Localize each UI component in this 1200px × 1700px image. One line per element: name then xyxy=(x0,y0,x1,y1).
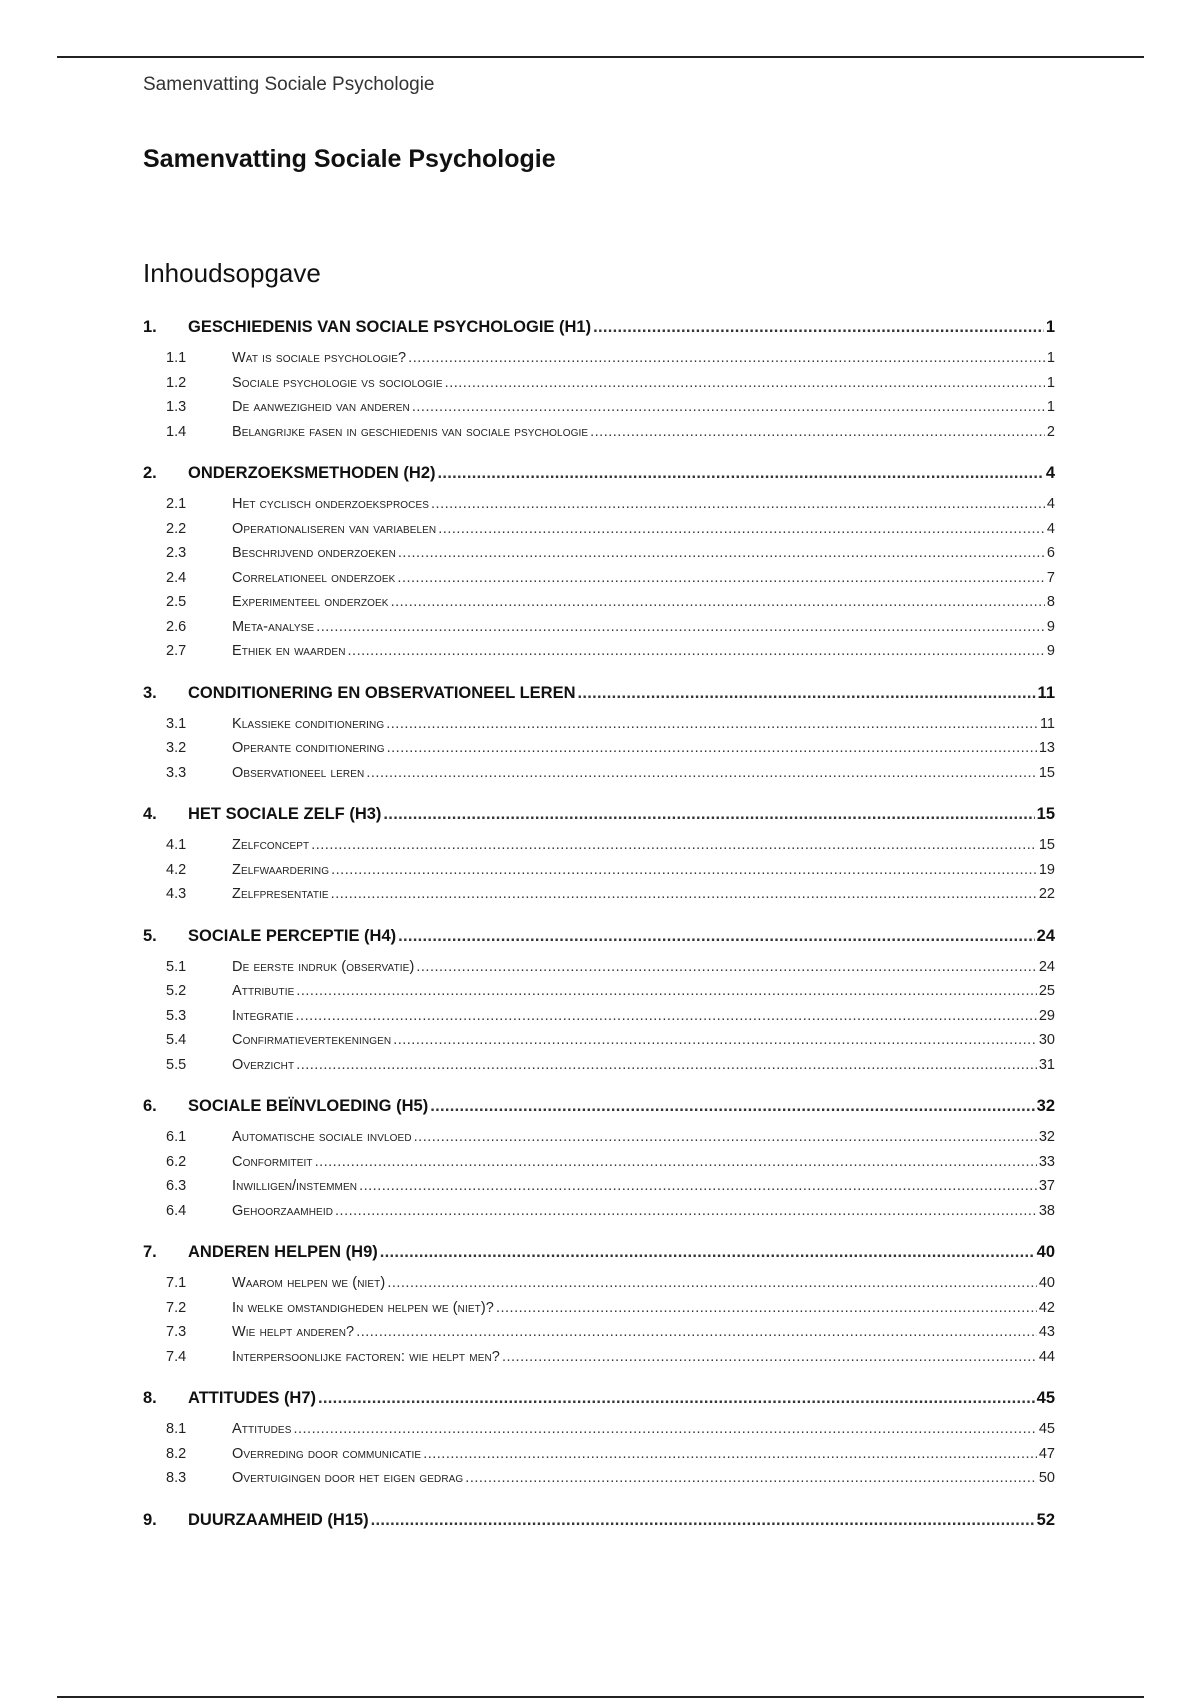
toc-chapter-entry[interactable] xyxy=(143,676,1055,710)
table-of-contents xyxy=(143,300,1055,1537)
toc-section-page: 40 xyxy=(1038,1275,1055,1291)
toc-section-title: Automatische sociale invloed xyxy=(232,1129,412,1145)
toc-section-number: 7.2 xyxy=(166,1299,187,1316)
toc-section-title: Beschrijvend onderzoeken xyxy=(232,545,396,561)
toc-section-entry[interactable] xyxy=(143,371,1055,396)
toc-chapter-page: 52 xyxy=(1036,1510,1055,1529)
toc-section-page: 11 xyxy=(1039,715,1055,732)
toc-dot-leader xyxy=(371,1503,1035,1537)
toc-dot-leader xyxy=(465,1466,1037,1491)
toc-section-page: 25 xyxy=(1038,983,1055,999)
toc-section-entry[interactable] xyxy=(143,517,1055,542)
toc-section-entry[interactable] xyxy=(143,1442,1055,1467)
toc-section-page: 2 xyxy=(1046,423,1055,440)
toc-section-number: 4.1 xyxy=(166,837,187,853)
toc-chapter-page: 40 xyxy=(1036,1243,1055,1261)
toc-section-title: Ethiek en waarden xyxy=(232,643,346,659)
toc-section-entry[interactable] xyxy=(143,541,1055,566)
toc-section-title: Overreding door communicatie xyxy=(232,1445,422,1462)
toc-section-title: Inwilligen/instemmen xyxy=(232,1178,358,1194)
toc-dot-leader xyxy=(315,1150,1037,1175)
toc-section-number: 6.2 xyxy=(166,1153,187,1170)
toc-section-page: 15 xyxy=(1038,837,1055,853)
toc-section-number: 6.4 xyxy=(166,1202,187,1219)
toc-section-title: Integratie xyxy=(232,1007,294,1024)
toc-section-entry[interactable] xyxy=(143,882,1055,907)
toc-dot-leader xyxy=(331,882,1037,907)
toc-section-page: 1 xyxy=(1046,374,1055,391)
toc-section-number: 3.2 xyxy=(166,740,187,756)
toc-dot-leader xyxy=(386,712,1038,737)
toc-section-page: 47 xyxy=(1038,1445,1055,1462)
toc-section-title: Belangrijke fasen in geschiedenis van sociale psychologie xyxy=(232,423,589,440)
toc-section-title: Experimenteel onderzoek xyxy=(232,594,389,610)
toc-heading: Inhoudsopgave xyxy=(143,258,321,288)
toc-section-number: 5.4 xyxy=(166,1032,187,1048)
toc-dot-leader xyxy=(502,1345,1037,1370)
toc-chapter-entry[interactable] xyxy=(143,1381,1055,1415)
toc-section-page: 8 xyxy=(1046,594,1055,610)
toc-dot-leader xyxy=(331,858,1037,883)
toc-chapter-entry[interactable] xyxy=(143,1503,1055,1537)
toc-section-title: Observationeel leren xyxy=(232,764,365,781)
toc-section-page: 45 xyxy=(1038,1421,1055,1437)
toc-dot-leader xyxy=(380,1235,1035,1269)
toc-section-title: Zelfconcept xyxy=(232,837,310,853)
toc-dot-leader xyxy=(414,1125,1037,1150)
toc-chapter-title: HET SOCIALE ZELF (H3) xyxy=(188,805,382,823)
toc-dot-leader xyxy=(335,1199,1037,1224)
toc-chapter-title: ANDEREN HELPEN (H9) xyxy=(188,1243,378,1261)
toc-section-number: 2.4 xyxy=(166,569,187,586)
toc-chapter-number: 3. xyxy=(143,683,157,702)
toc-section-number: 2.3 xyxy=(166,545,187,561)
toc-section-entry[interactable] xyxy=(143,590,1055,615)
toc-section-number: 1.4 xyxy=(166,423,187,440)
toc-chapter xyxy=(143,1503,1055,1537)
toc-section-entry[interactable] xyxy=(143,420,1055,445)
toc-section-page: 42 xyxy=(1038,1299,1055,1316)
toc-section-title: Operationaliseren van variabelen xyxy=(232,520,437,537)
toc-section-number: 7.1 xyxy=(166,1275,187,1291)
toc-dot-leader xyxy=(387,736,1037,761)
toc-section-page: 1 xyxy=(1046,350,1055,366)
toc-chapter-number: 2. xyxy=(143,464,157,482)
footer-rule xyxy=(57,1696,1144,1698)
toc-section-entry[interactable] xyxy=(143,1199,1055,1224)
toc-dot-leader xyxy=(577,676,1035,710)
toc-section-number: 5.5 xyxy=(166,1056,187,1073)
toc-dot-leader xyxy=(408,346,1045,371)
toc-chapter-title: DUURZAAMHEID (H15) xyxy=(188,1510,369,1529)
toc-section-page: 33 xyxy=(1038,1153,1055,1170)
toc-chapter xyxy=(143,1381,1055,1493)
toc-dot-leader xyxy=(296,979,1037,1004)
toc-section-list xyxy=(143,710,1055,788)
toc-section-page: 29 xyxy=(1038,1007,1055,1024)
toc-section-page: 9 xyxy=(1046,643,1055,659)
toc-dot-leader xyxy=(316,615,1045,640)
toc-section-page: 30 xyxy=(1038,1032,1055,1048)
toc-chapter-entry[interactable] xyxy=(143,919,1055,953)
toc-chapter-title: SOCIALE PERCEPTIE (H4) xyxy=(188,926,397,945)
toc-dot-leader xyxy=(311,833,1037,858)
toc-chapter xyxy=(143,676,1055,788)
toc-section-entry[interactable] xyxy=(143,1296,1055,1321)
toc-section-title: Wie helpt anderen? xyxy=(232,1324,355,1340)
toc-section-number: 3.1 xyxy=(166,715,187,732)
toc-dot-leader xyxy=(398,919,1035,953)
toc-section-page: 13 xyxy=(1038,740,1055,756)
toc-section-title: De aanwezigheid van anderen xyxy=(232,399,410,415)
toc-dot-leader xyxy=(383,797,1034,831)
toc-section-title: Zelfwaardering xyxy=(232,861,330,878)
toc-section-number: 7.4 xyxy=(166,1348,187,1365)
toc-section-page: 22 xyxy=(1038,886,1055,902)
running-header: Samenvatting Sociale Psychologie xyxy=(143,74,435,95)
toc-dot-leader xyxy=(412,395,1045,420)
toc-section-list xyxy=(143,1123,1055,1225)
toc-section-page: 1 xyxy=(1046,399,1055,415)
toc-section-page: 15 xyxy=(1038,764,1055,781)
toc-chapter-page: 45 xyxy=(1036,1389,1055,1407)
toc-dot-leader xyxy=(416,955,1036,980)
toc-section-title: Waarom helpen we (niet) xyxy=(232,1275,386,1291)
toc-dot-leader xyxy=(296,1053,1037,1078)
toc-dot-leader xyxy=(438,456,1044,490)
header-rule xyxy=(57,56,1144,58)
toc-section-title: Overzicht xyxy=(232,1056,295,1073)
toc-section-number: 1.3 xyxy=(166,399,187,415)
toc-section-title: Conformiteit xyxy=(232,1153,313,1170)
toc-chapter-entry[interactable] xyxy=(143,1089,1055,1123)
toc-chapter-number: 9. xyxy=(143,1510,157,1529)
toc-section-page: 9 xyxy=(1046,618,1055,635)
toc-section-list xyxy=(143,1269,1055,1371)
toc-section-title: Confirmatievertekeningen xyxy=(232,1032,392,1048)
toc-section-number: 8.1 xyxy=(166,1421,187,1437)
toc-section-page: 4 xyxy=(1046,520,1055,537)
toc-section-entry[interactable] xyxy=(143,1271,1055,1296)
toc-section-entry[interactable] xyxy=(143,1466,1055,1491)
toc-section-title: Interpersoonlijke factoren: wie helpt men? xyxy=(232,1348,500,1365)
toc-chapter-entry[interactable] xyxy=(143,456,1055,490)
toc-section-entry[interactable] xyxy=(143,1028,1055,1053)
toc-chapter xyxy=(143,919,1055,1080)
toc-dot-leader xyxy=(590,420,1045,445)
toc-section-entry[interactable] xyxy=(143,1053,1055,1078)
toc-section-number: 8.3 xyxy=(166,1470,187,1486)
toc-section-number: 6.1 xyxy=(166,1129,187,1145)
toc-section-title: Meta-analyse xyxy=(232,618,315,635)
toc-section-page: 4 xyxy=(1046,496,1055,512)
toc-section-entry[interactable] xyxy=(143,395,1055,420)
toc-section-list xyxy=(143,1415,1055,1493)
toc-section-entry[interactable] xyxy=(143,1174,1055,1199)
toc-chapter-title: SOCIALE BEÏNVLOEDING (H5) xyxy=(188,1097,429,1115)
toc-section-number: 1.2 xyxy=(166,374,187,391)
toc-dot-leader xyxy=(359,1174,1037,1199)
toc-section-entry[interactable] xyxy=(143,955,1055,980)
toc-section-title: Het cyclisch onderzoeksproces xyxy=(232,496,430,512)
toc-section-number: 5.1 xyxy=(166,958,187,975)
toc-section-title: Operante conditionering xyxy=(232,740,385,756)
toc-chapter-page: 15 xyxy=(1036,805,1055,823)
toc-section-title: Gehoorzaamheid xyxy=(232,1202,334,1219)
toc-section-title: Correlationeel onderzoek xyxy=(232,569,396,586)
toc-section-number: 4.2 xyxy=(166,861,187,878)
toc-section-entry[interactable] xyxy=(143,1004,1055,1029)
toc-dot-leader xyxy=(496,1296,1037,1321)
toc-chapter xyxy=(143,797,1055,909)
toc-dot-leader xyxy=(318,1381,1035,1415)
toc-chapter-title: CONDITIONERING EN OBSERVATIONEEL LEREN xyxy=(188,683,576,702)
toc-section-page: 43 xyxy=(1038,1324,1055,1340)
toc-section-number: 3.3 xyxy=(166,764,187,781)
toc-section-page: 7 xyxy=(1046,569,1055,586)
toc-dot-leader xyxy=(366,761,1037,786)
toc-chapter-title: GESCHIEDENIS VAN SOCIALE PSYCHOLOGIE (H1) xyxy=(188,318,592,336)
toc-section-entry[interactable] xyxy=(143,346,1055,371)
toc-section-entry[interactable] xyxy=(143,1320,1055,1345)
toc-chapter-page: 4 xyxy=(1045,464,1055,482)
toc-dot-leader xyxy=(397,566,1045,591)
toc-section-list xyxy=(143,831,1055,909)
toc-section-entry[interactable] xyxy=(143,858,1055,883)
toc-section-entry[interactable] xyxy=(143,1125,1055,1150)
toc-chapter-number: 4. xyxy=(143,805,157,823)
toc-dot-leader xyxy=(438,517,1045,542)
toc-section-title: Klassieke conditionering xyxy=(232,715,385,732)
toc-dot-leader xyxy=(393,1028,1037,1053)
toc-dot-leader xyxy=(356,1320,1037,1345)
toc-section-page: 24 xyxy=(1038,958,1055,975)
toc-section-entry[interactable] xyxy=(143,1417,1055,1442)
toc-section-entry[interactable] xyxy=(143,712,1055,737)
toc-section-entry[interactable] xyxy=(143,566,1055,591)
toc-section-number: 2.5 xyxy=(166,594,187,610)
toc-chapter-page: 24 xyxy=(1036,926,1055,945)
toc-section-number: 2.2 xyxy=(166,520,187,537)
toc-section-page: 31 xyxy=(1038,1056,1055,1073)
toc-chapter-entry[interactable] xyxy=(143,310,1055,344)
toc-section-title: Wat is sociale psychologie? xyxy=(232,350,407,366)
toc-section-page: 50 xyxy=(1038,1470,1055,1486)
document-title: Samenvatting Sociale Psychologie xyxy=(143,145,556,173)
toc-section-list xyxy=(143,490,1055,666)
toc-chapter-page: 1 xyxy=(1045,318,1055,336)
toc-section-number: 2.7 xyxy=(166,643,187,659)
toc-chapter xyxy=(143,1089,1055,1225)
toc-section-entry[interactable] xyxy=(143,492,1055,517)
toc-chapter-entry[interactable] xyxy=(143,797,1055,831)
toc-section-entry[interactable] xyxy=(143,615,1055,640)
toc-section-number: 6.3 xyxy=(166,1178,187,1194)
toc-chapter-page: 32 xyxy=(1036,1097,1055,1115)
toc-section-entry[interactable] xyxy=(143,639,1055,664)
toc-dot-leader xyxy=(445,371,1045,396)
toc-chapter-number: 5. xyxy=(143,926,157,945)
toc-section-page: 6 xyxy=(1046,545,1055,561)
toc-chapter xyxy=(143,1235,1055,1371)
toc-dot-leader xyxy=(387,1271,1037,1296)
toc-section-title: Overtuigingen door het eigen gedrag xyxy=(232,1470,464,1486)
toc-dot-leader xyxy=(430,1089,1034,1123)
toc-section-page: 19 xyxy=(1038,861,1055,878)
toc-section-title: Sociale psychologie vs sociologie xyxy=(232,374,443,391)
toc-section-number: 5.2 xyxy=(166,983,187,999)
toc-dot-leader xyxy=(391,590,1045,615)
toc-section-title: Attitudes xyxy=(232,1421,292,1437)
toc-section-list xyxy=(143,344,1055,446)
toc-chapter-number: 7. xyxy=(143,1243,157,1261)
toc-section-number: 8.2 xyxy=(166,1445,187,1462)
toc-section-title: In welke omstandigheden helpen we (niet)? xyxy=(232,1299,494,1316)
toc-dot-leader xyxy=(348,639,1045,664)
toc-section-page: 38 xyxy=(1038,1202,1055,1219)
toc-chapter-number: 6. xyxy=(143,1097,157,1115)
toc-section-entry[interactable] xyxy=(143,1150,1055,1175)
toc-chapter-title: ONDERZOEKSMETHODEN (H2) xyxy=(188,464,436,482)
toc-section-number: 4.3 xyxy=(166,886,187,902)
toc-chapter xyxy=(143,310,1055,446)
toc-section-page: 37 xyxy=(1038,1178,1055,1194)
toc-section-entry[interactable] xyxy=(143,979,1055,1004)
toc-section-page: 44 xyxy=(1038,1348,1055,1365)
toc-section-number: 1.1 xyxy=(166,350,187,366)
toc-section-entry[interactable] xyxy=(143,833,1055,858)
toc-section-list xyxy=(143,953,1055,1080)
toc-dot-leader xyxy=(398,541,1045,566)
toc-section-title: Attributie xyxy=(232,983,295,999)
toc-section-number: 2.1 xyxy=(166,496,187,512)
toc-section-entry[interactable] xyxy=(143,736,1055,761)
toc-chapter-title: ATTITUDES (H7) xyxy=(188,1389,317,1407)
toc-section-entry[interactable] xyxy=(143,1345,1055,1370)
toc-dot-leader xyxy=(296,1004,1037,1029)
toc-section-number: 7.3 xyxy=(166,1324,187,1340)
toc-section-entry[interactable] xyxy=(143,761,1055,786)
toc-chapter xyxy=(143,456,1055,666)
toc-chapter-number: 1. xyxy=(143,318,157,336)
toc-dot-leader xyxy=(293,1417,1036,1442)
toc-chapter-entry[interactable] xyxy=(143,1235,1055,1269)
toc-section-page: 32 xyxy=(1038,1129,1055,1145)
toc-dot-leader xyxy=(431,492,1045,517)
toc-chapter-page: 11 xyxy=(1037,683,1055,702)
toc-chapter-number: 8. xyxy=(143,1389,157,1407)
toc-section-number: 2.6 xyxy=(166,618,187,635)
toc-section-title: Zelfpresentatie xyxy=(232,886,329,902)
toc-section-number: 5.3 xyxy=(166,1007,187,1024)
toc-section-title: De eerste indruk (observatie) xyxy=(232,958,415,975)
toc-dot-leader xyxy=(423,1442,1037,1467)
toc-dot-leader xyxy=(593,310,1044,344)
